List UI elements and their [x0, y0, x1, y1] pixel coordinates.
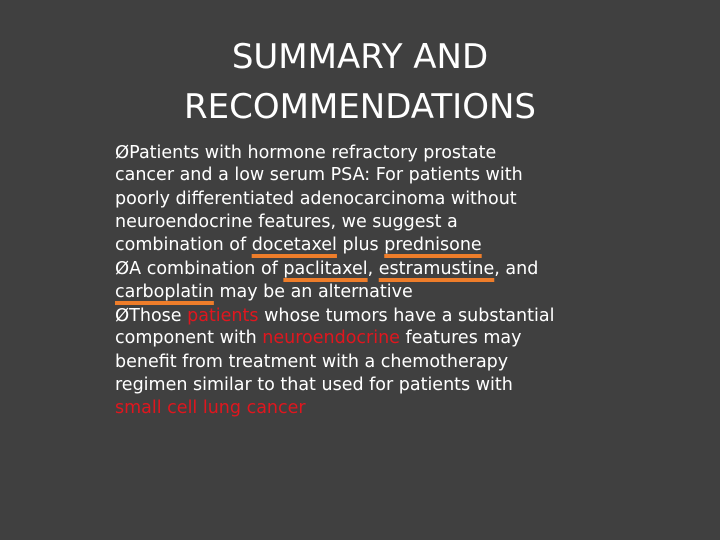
highlight-neuroendocrine: neuroendocrine — [262, 328, 400, 349]
bullet-1-line-2: cancer and a low serum PSA: For patients with — [115, 165, 523, 186]
text-segment: whose tumors have a substantial — [258, 306, 555, 327]
text-segment: component with — [115, 328, 263, 349]
bullet-3-line-4: regimen similar to that used for patients with — [115, 374, 513, 395]
highlight-small-cell-lung-cancer: small cell lung cancer — [115, 398, 306, 419]
drug-docetaxel: docetaxel — [251, 235, 337, 256]
drug-prednisone: prednisone — [384, 235, 482, 256]
drug-paclitaxel: paclitaxel — [283, 259, 368, 280]
title-line-2: RECOMMENDATIONS — [184, 87, 536, 127]
text-segment: , — [367, 259, 379, 280]
bullet-1-line-3: poorly differentiated adenocarcinoma without — [115, 188, 517, 209]
highlight-patients: patients — [187, 306, 259, 327]
bullet-1-line-1 — [115, 141, 615, 164]
text-segment: plus — [336, 235, 385, 256]
text-segment: combination of — [115, 235, 252, 256]
bullet-3-line-1 — [115, 304, 615, 327]
slide-body — [115, 141, 615, 421]
bullet-3-line-2 — [115, 327, 615, 350]
text-segment: Those — [129, 306, 188, 327]
text-segment: A combination of — [129, 259, 284, 280]
bullet-arrow-icon: Ø — [115, 258, 130, 280]
title-line-1: SUMMARY AND — [231, 37, 489, 77]
bullet-1-text: Patients with hormone refractory prostate — [129, 143, 497, 163]
bullet-2-line-1 — [115, 257, 615, 280]
bullet-1-line-5 — [115, 234, 615, 257]
slide-title — [0, 32, 720, 132]
drug-estramustine: estramustine — [378, 259, 495, 280]
bullet-2-line-2 — [115, 281, 615, 304]
bullet-3-line-3: benefit from treatment with a chemotherapy — [115, 351, 509, 372]
text-segment: features may — [399, 328, 522, 349]
text-segment: , and — [494, 259, 539, 280]
bullet-arrow-icon: Ø — [115, 305, 130, 327]
bullet-arrow-icon: Ø — [115, 142, 130, 163]
drug-carboplatin: carboplatin — [115, 281, 214, 302]
bullet-1-line-4: neuroendocrine features, we suggest a — [115, 211, 458, 232]
text-segment: may be an alternative — [213, 281, 413, 302]
